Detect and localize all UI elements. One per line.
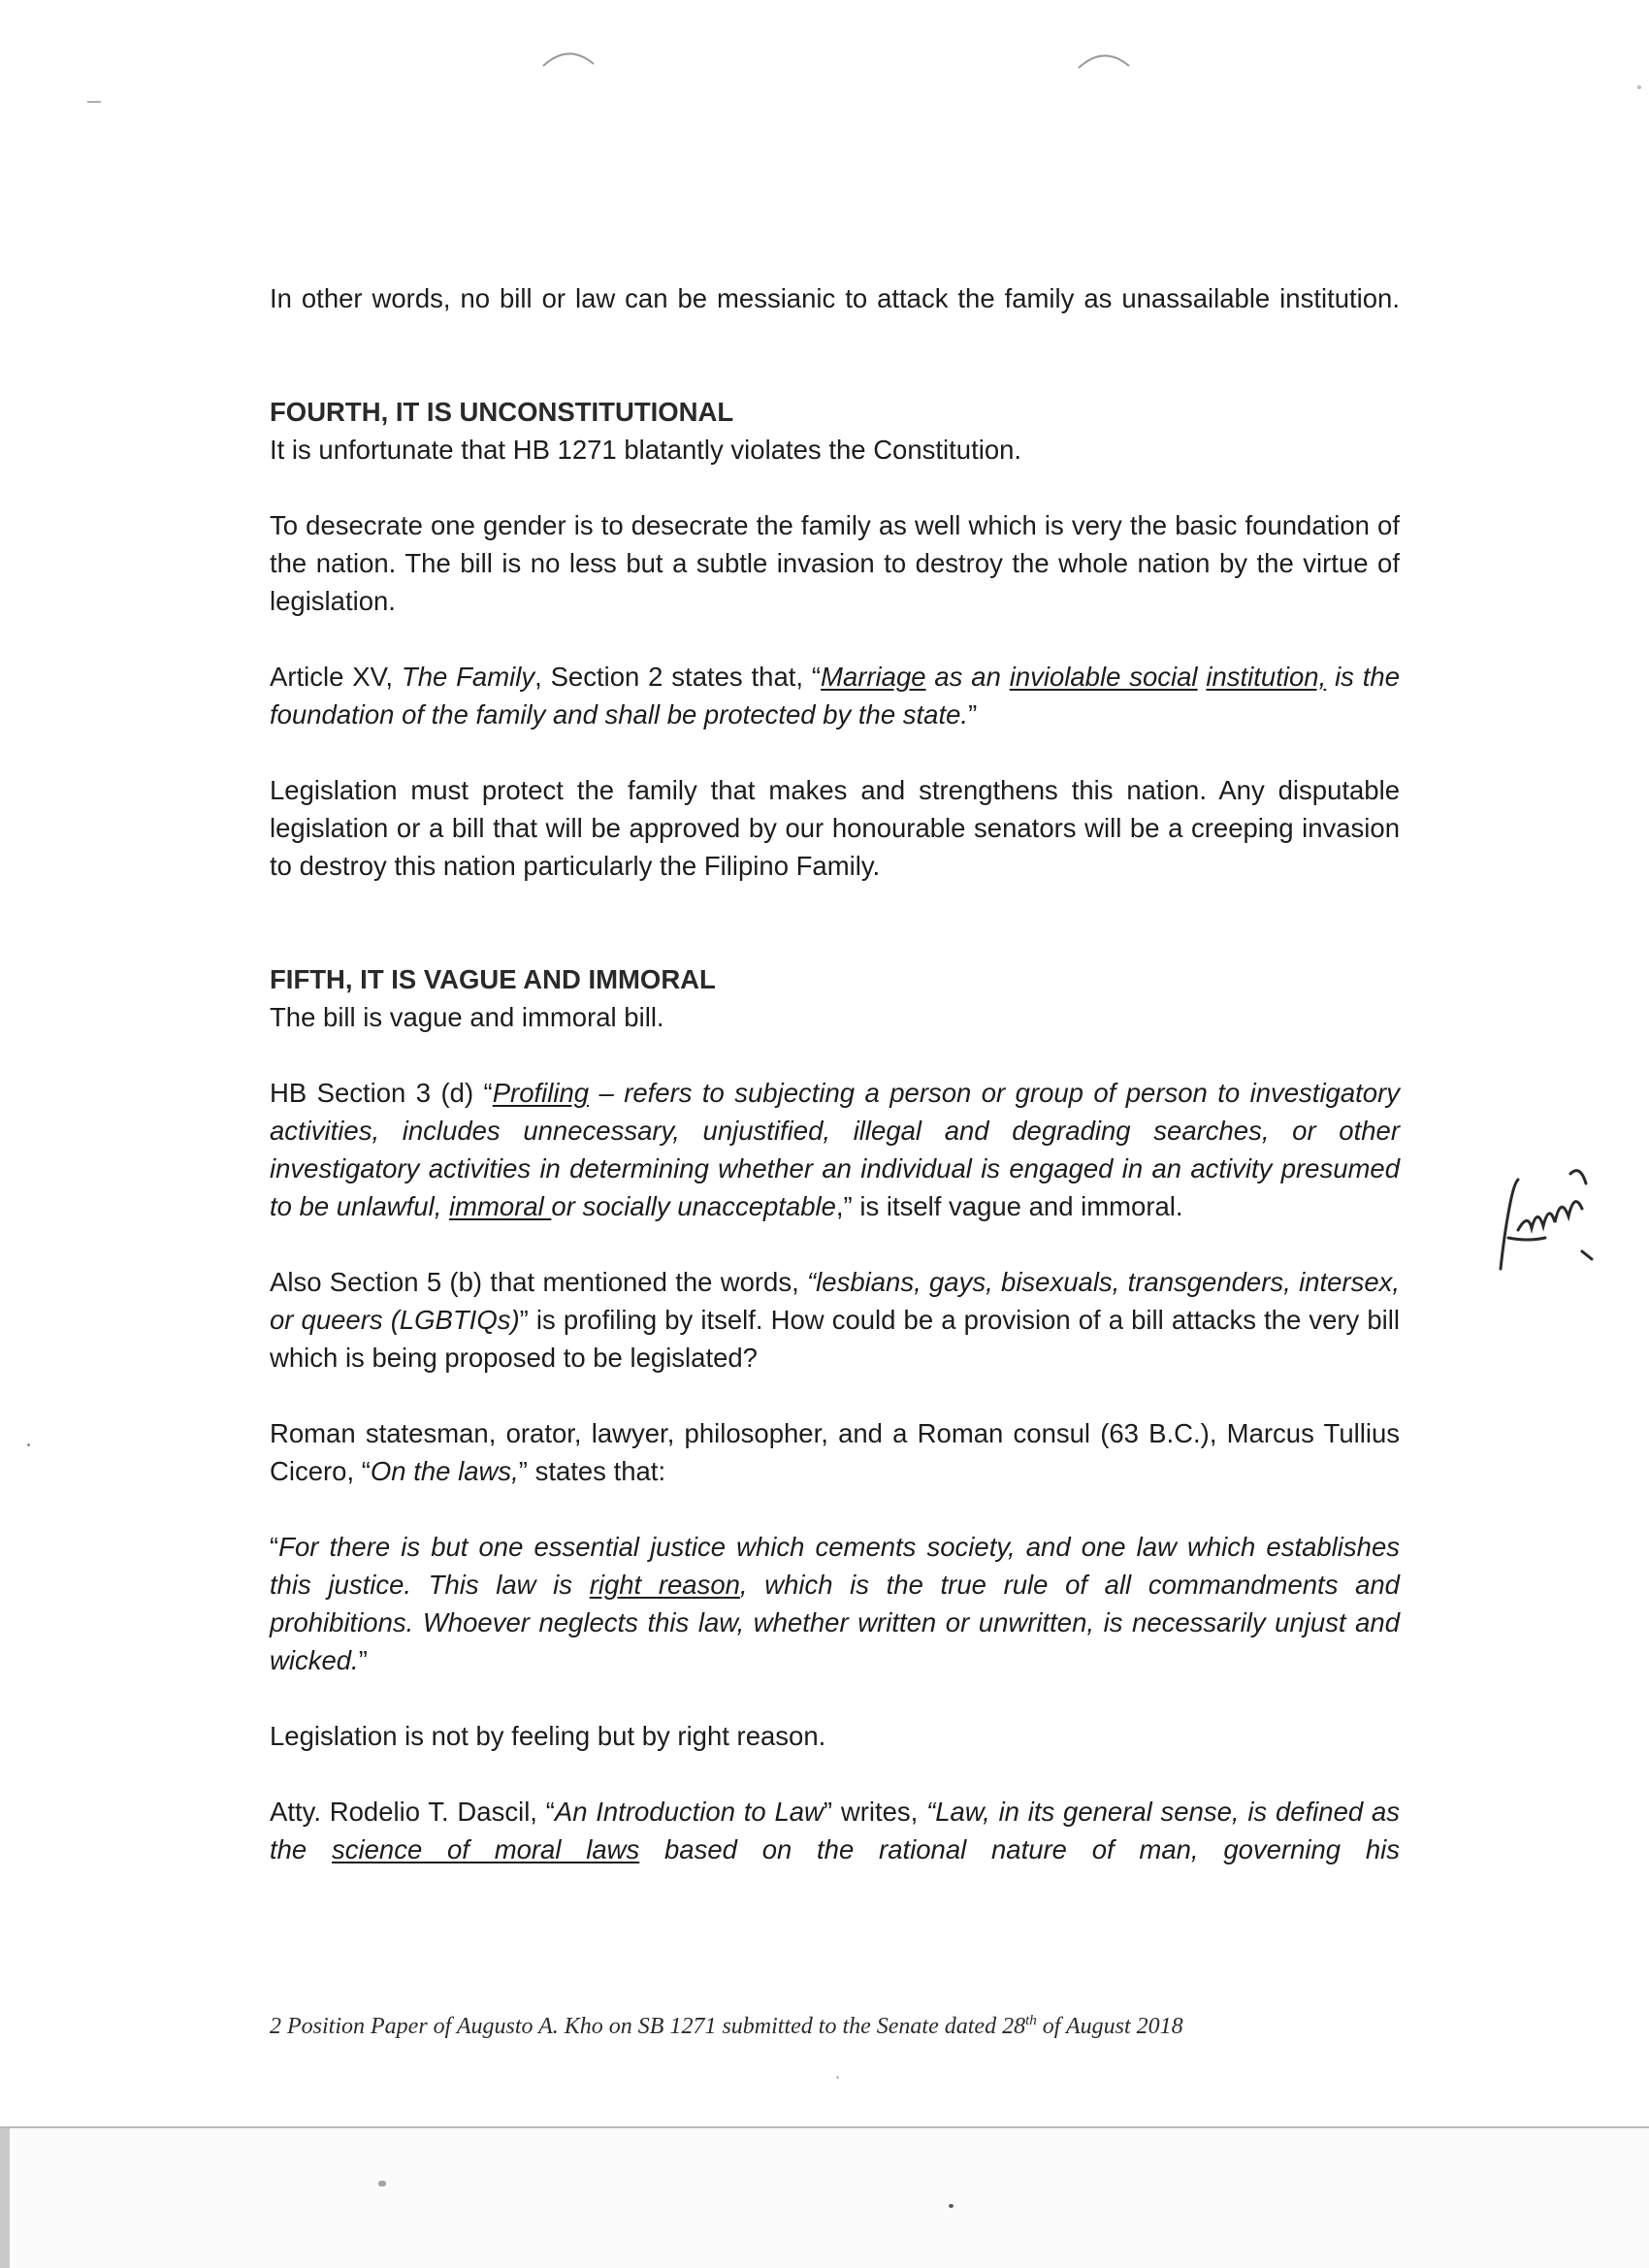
scan-edge-line [0,2126,1649,2128]
scan-edge-shadow [0,2128,10,2268]
scan-speck [949,2204,954,2208]
document-body [270,279,1400,1868]
paragraph: In other words, no bill or law can be messianic to attack the family as unassailable institution. [270,283,1400,313]
scan-speck [87,101,101,103]
paragraph: Legislation is not by feeling but by right reason. [270,1721,826,1751]
page-footer: 2 Position Paper of Augusto A. Kho on SB 1271 submitted to the Senate dated 28th of August 2018 [270,2013,1183,2039]
scan-margin [0,2128,1649,2268]
scan-dot [27,1443,30,1446]
paragraph: To desecrate one gender is to desecrate the family as well which is very the basic foundation of the nation. The bill is no less but a subtle invasion to destroy the whole nation by the virtue of legislation. [270,510,1400,616]
scan-speck [378,2181,386,2187]
paragraph-section-5: Also Section 5 (b) that mentioned the words, “lesbians, gays, bisexuals, transgenders, intersex, or queers (LGBTIQs)” is profiling by itself. How could be a provision of a bill attacks the very bill which is being proposed to be legislated? [270,1267,1401,1373]
section-heading-fourth: FOURTH, IT IS UNCONSTITUTIONAL [270,397,734,427]
paragraph: The bill is vague and immoral bill. [270,1002,664,1032]
paragraph-profiling: HB Section 3 (d) “Profiling – refers to subjecting a person or group of person to investigatory activities, includes unnecessary, unjustified, illegal and degrading searches, or other investigatory activities in determining whether an individual is engaged in an activity presumed to be unlawful, immoral or socially unacceptable,” is itself vague and immoral. [270,1078,1400,1221]
punch-hole-mark-left [539,47,598,70]
paragraph: It is unfortunate that HB 1271 blatantly violates the Constitution. [270,435,1022,465]
scan-dot [1637,85,1641,89]
paragraph-dascil: Atty. Rodelio T. Dascil, “An Introduction to Law” writes, “Law, in its general sense, is defined as the science of moral laws based on the rational nature of man, governing his [270,1797,1401,1864]
quote-cicero: “For there is but one essential justice which cements society, and one law which establishes this justice. This law is right reason, which is the true rule of all commandments and prohibitions. Whoever neglects this law, whether written or unwritten, is necessarily unjust and wicked.” [270,1532,1400,1675]
punch-hole-mark-right [1075,49,1133,72]
paragraph: Legislation must protect the family that makes and strengthens this nation. Any disputable legislation or a bill that will be approved by our honourable senators will be a creeping invasion to destroy this nation particularly the Filipino Family. [270,775,1400,881]
paragraph-article-xv: Article XV, The Family, Section 2 states that, “Marriage as an inviolable social institution, is the foundation of the family and shall be protected by the state.” [270,662,1400,729]
section-heading-fifth: FIFTH, IT IS VAGUE AND IMMORAL [270,964,716,994]
handwritten-initials-icon [1489,1145,1605,1280]
scan-dot [836,2076,839,2079]
paragraph-cicero: Roman statesman, orator, lawyer, philosopher, and a Roman consul (63 B.C.), Marcus Tullius Cicero, “On the laws,” states that: [270,1418,1400,1486]
